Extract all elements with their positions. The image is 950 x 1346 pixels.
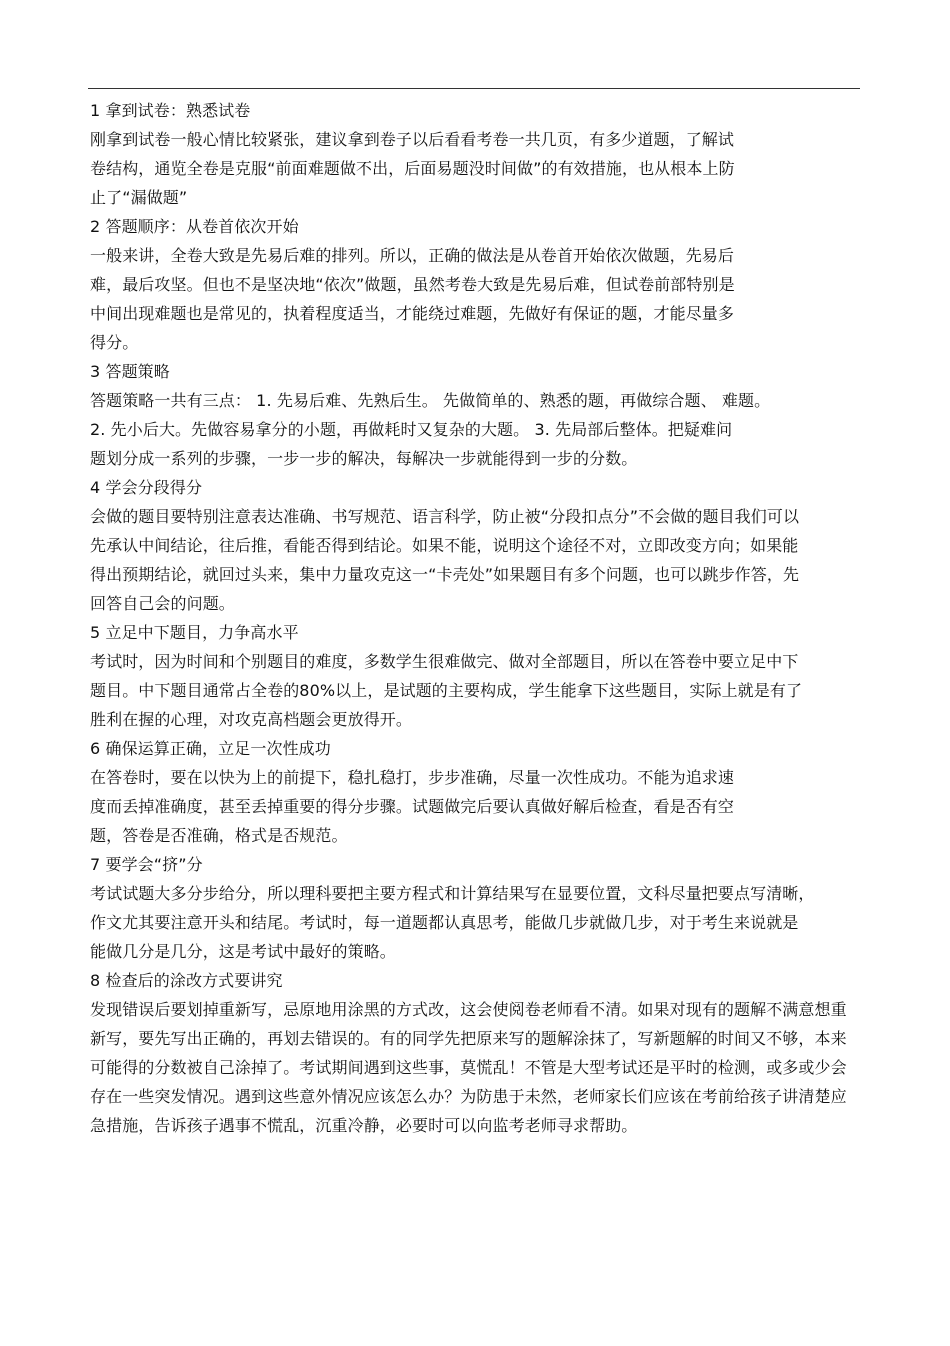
paragraph-line: 在答卷时，要在以快为上的前提下，稳扎稳打，步步准确，尽量一次性成功。不能为追求速: [90, 768, 735, 787]
paragraph-line: 2. 先小后大。先做容易拿分的小题，再做耗时又复杂的大题。 3. 先局部后整体。把疑难问: [90, 420, 733, 439]
paragraph-line: 题，答卷是否准确，格式是否规范。: [90, 826, 348, 845]
paragraph-line: 难，最后攻坚。但也不是坚决地“依次”做题，虽然考卷大致是先易后难，但试卷前部特别是: [90, 275, 735, 294]
section-2: [90, 212, 880, 357]
section-heading: 5 立足中下题目，力争高水平: [90, 623, 299, 642]
paragraph-line: 答题策略一共有三点： 1. 先易后难、先熟后生。 先做简单的、熟悉的题，再做综合题、 难题。: [90, 391, 771, 410]
paragraph-line: 能做几分是几分，这是考试中最好的策略。: [90, 942, 396, 961]
section-7: [90, 850, 880, 966]
paragraph-line: 急措施，告诉孩子遇事不慌乱，沉重冷静，必要时可以向监考老师寻求帮助。: [90, 1116, 638, 1135]
paragraph-line: 卷结构，通览全卷是克服“前面难题做不出，后面易题没时间做”的有效措施，也从根本上防: [90, 159, 735, 178]
paragraph-line: 胜利在握的心理，对攻克高档题会更放得开。: [90, 710, 413, 729]
section-heading: 7 要学会“挤”分: [90, 855, 203, 874]
section-4: [90, 473, 880, 618]
paragraph-line: 度而丢掉准确度，甚至丢掉重要的得分步骤。试题做完后要认真做好解后检查，看是否有空: [90, 797, 735, 816]
paragraph-line: 得分。: [90, 333, 139, 352]
section-heading: 3 答题策略: [90, 362, 170, 381]
document-body: [90, 96, 880, 1140]
paragraph-line: 中间出现难题也是常见的，执着程度适当，才能绕过难题，先做好有保证的题，才能尽量多: [90, 304, 735, 323]
section-1: [90, 96, 880, 212]
section-5: [90, 618, 880, 734]
section-heading: 4 学会分段得分: [90, 478, 203, 497]
section-6: [90, 734, 880, 850]
paragraph-line: 作文尤其要注意开头和结尾。考试时，每一道题都认真思考，能做几步就做几步，对于考生来说就是: [90, 913, 799, 932]
section-heading: 2 答题顺序：从卷首依次开始: [90, 217, 299, 236]
paragraph-line: 可能得的分数被自己涂掉了。考试期间遇到这些事，莫慌乱！不管是大型考试还是平时的检测，或多或少会: [90, 1058, 847, 1077]
paragraph-line: 止了“漏做题”: [90, 188, 188, 207]
section-3: [90, 357, 880, 473]
paragraph-line: 考试试题大多分步给分，所以理科要把主要方程式和计算结果写在显要位置，文科尽量把要点写清晰，: [90, 884, 815, 903]
paragraph-line: 先承认中间结论，往后推，看能否得到结论。如果不能，说明这个途径不对，立即改变方向；如果能: [90, 536, 799, 555]
paragraph-line: 题划分成一系列的步骤，一步一步的解决，每解决一步就能得到一步的分数。: [90, 449, 638, 468]
paragraph-line: 一般来讲，全卷大致是先易后难的排列。所以，正确的做法是从卷首开始依次做题，先易后: [90, 246, 735, 265]
paragraph-line: 发现错误后要划掉重新写，忌原地用涂黑的方式改，这会使阅卷老师看不清。如果对现有的题解不满意想重: [90, 1000, 847, 1019]
paragraph-line: 会做的题目要特别注意表达准确、书写规范、语言科学，防止被“分段扣点分”不会做的题目我们可以: [90, 507, 800, 526]
paragraph-line: 考试时，因为时间和个别题目的难度，多数学生很难做完、做对全部题目，所以在答卷中要立足中下: [90, 652, 799, 671]
section-heading: 8 检查后的涂改方式要讲究: [90, 971, 283, 990]
paragraph-line: 刚拿到试卷一般心情比较紧张，建议拿到卷子以后看看考卷一共几页，有多少道题，了解试: [90, 130, 735, 149]
section-heading: 6 确保运算正确，立足一次性成功: [90, 739, 331, 758]
header-rule: [88, 88, 860, 89]
paragraph-line: 题目。中下题目通常占全卷的80%以上，是试题的主要构成，学生能拿下这些题目，实际上就是有了: [90, 681, 803, 700]
section-heading: 1 拿到试卷：熟悉试卷: [90, 101, 251, 120]
paragraph-line: 新写，要先写出正确的，再划去错误的。有的同学先把原来写的题解涂抹了，写新题解的时间又不够，本来: [90, 1029, 847, 1048]
paragraph-line: 得出预期结论，就回过头来，集中力量攻克这一“卡壳处”如果题目有多个问题，也可以跳步作答，先: [90, 565, 800, 584]
paragraph-line: 回答自己会的问题。: [90, 594, 235, 613]
section-8: [90, 966, 880, 1140]
paragraph-line: 存在一些突发情况。遇到这些意外情况应该怎么办？为防患于未然，老师家长们应该在考前给孩子讲清楚应: [90, 1087, 847, 1106]
